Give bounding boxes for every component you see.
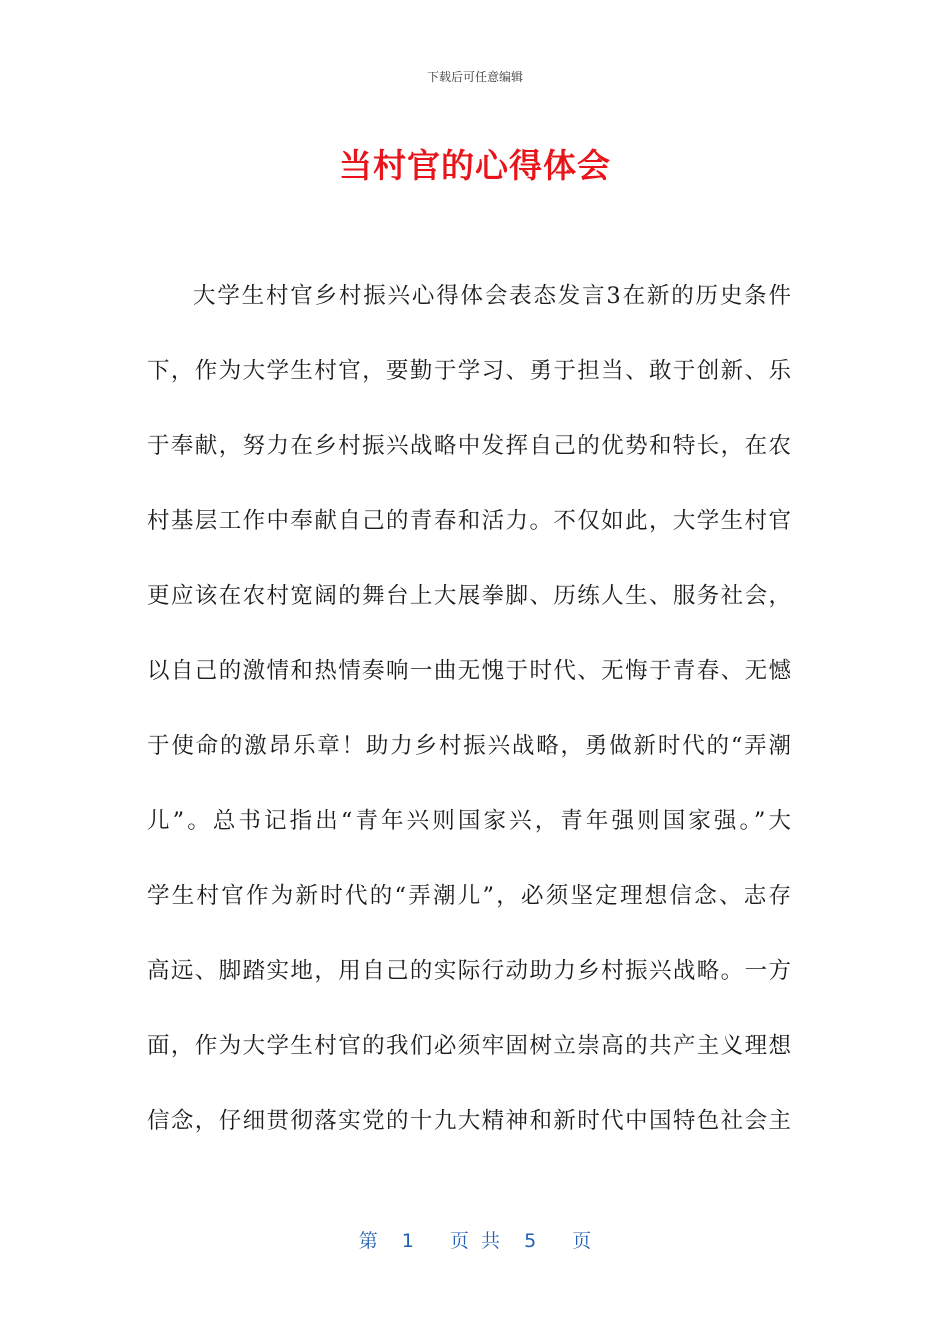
paragraph-line: 面，作为大学生村官的我们必须牢固树立崇高的共产主义理想	[147, 1033, 791, 1059]
paragraph-line: 更应该在农村宽阔的舞台上大展拳脚、历练人生、服务社会，	[147, 583, 791, 609]
paragraph-line: 高远、脚踏实地，用自己的实际行动助力乡村振兴战略。一方	[147, 958, 791, 984]
paragraph-line: 以自己的激情和热情奏响一曲无愧于时代、无悔于青春、无憾	[147, 658, 791, 684]
header-note: 下载后可任意编辑	[426, 70, 523, 84]
paragraph-line: 儿”。总书记指出“青年兴则国家兴，青年强则国家强。”大	[147, 808, 791, 834]
paragraph-line: 大学生村官乡村振兴心得体会表态发言3在新的历史条件	[193, 283, 791, 309]
paragraph-line: 学生村官作为新时代的“弄潮儿”，必须坚定理想信念、志存	[147, 883, 791, 909]
body-paragraph	[147, 276, 791, 1176]
document-title: 当村官的心得体会	[339, 146, 611, 185]
paragraph-line: 于使命的激昂乐章！助力乡村振兴战略，勇做新时代的“弄潮	[147, 733, 791, 759]
page-number-footer: 第 1 页 共 5 页	[358, 1230, 592, 1252]
paragraph-line: 信念，仔细贯彻落实党的十九大精神和新时代中国特色社会主	[147, 1108, 791, 1134]
paragraph-line: 于奉献，努力在乡村振兴战略中发挥自己的优势和特长，在农	[147, 433, 791, 459]
paragraph-line: 村基层工作中奉献自己的青春和活力。不仅如此，大学生村官	[147, 508, 791, 534]
paragraph-line: 下，作为大学生村官，要勤于学习、勇于担当、敢于创新、乐	[147, 358, 791, 384]
